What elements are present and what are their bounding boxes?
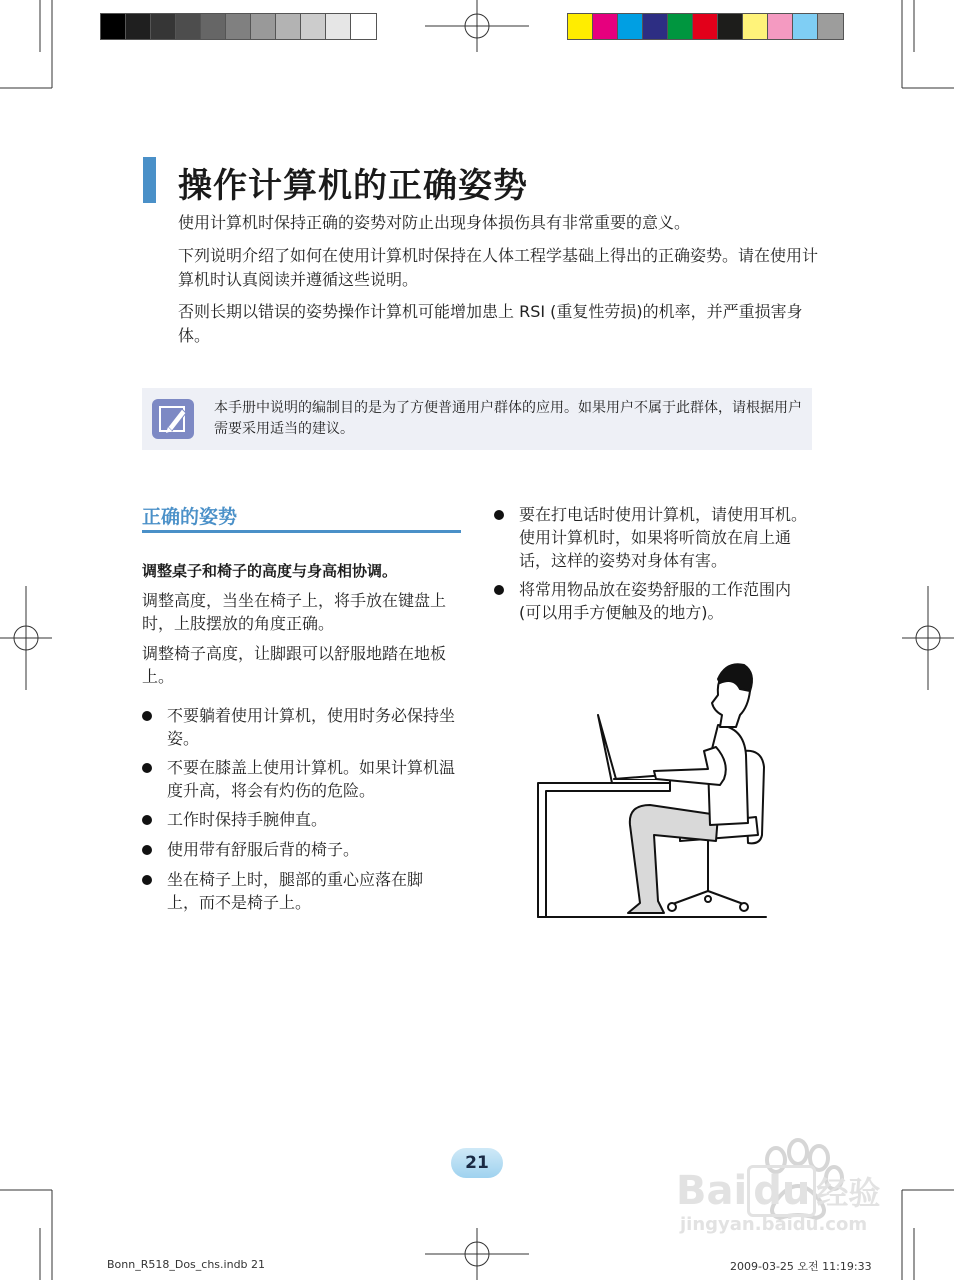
bullet-dot-icon [494,510,504,520]
bullet-dot-icon [142,763,152,773]
bullet-dot-icon [494,585,504,595]
bullet-text: 不要在膝盖上使用计算机。如果计算机温度升高，将会有灼伤的危险。 [167,758,456,800]
intro-paragraph-2: 下列说明介绍了如何在使用计算机时保持在人体工程学基础上得出的正确姿势。请在使用计算机时认真阅读并遵循这些说明。 [178,246,819,289]
body-paragraph: 调整椅子高度，让脚跟可以舒服地踏在地板上。 [142,644,447,686]
section-divider [142,530,461,533]
watermark-logo: Bai [676,1168,748,1214]
note-text: 本手册中说明的编制目的是为了方便普通用户群体的应用。如果用户不属于此群体，请根据用户需要采用适当的建议。 [214,400,802,437]
footer-timestamp: 2009-03-25 오전 11:19:33 [730,1260,872,1273]
seated-posture-illustration [530,655,775,920]
bullet-text: 将常用物品放在姿势舒服的工作范围内(可以用手方便触及的地方)。 [519,580,792,622]
bullet-dot-icon [142,845,152,855]
bullet-text: 要在打电话时使用计算机，请使用耳机。使用计算机时，如果将听筒放在肩上通话，这样的姿势对身体有害。 [519,505,808,570]
watermark-logo-box: du [747,1165,816,1217]
section-subtitle: 调整桌子和椅子的高度与身高相协调。 [142,562,398,580]
pencil-note-icon [152,399,194,439]
bullet-dot-icon [142,711,152,721]
section-title: 正确的姿势 [142,506,238,528]
note-box [142,388,812,450]
watermark-url: jingyan.baidu.com [680,1214,868,1235]
page-number: 21 [451,1148,503,1178]
body-paragraph: 调整高度，当坐在椅子上，将手放在键盘上时，上肢摆放的角度正确。 [142,591,447,633]
footer-file-info: Bonn_R518_Dos_chs.indb 21 [107,1258,266,1271]
page-title: 操作计算机的正确姿势 [178,166,528,206]
bullet-text: 工作时保持手腕伸直。 [167,810,328,829]
intro-paragraph-1: 使用计算机时保持正确的姿势对防止出现身体损伤具有非常重要的意义。 [178,213,691,232]
bullet-dot-icon [142,875,152,885]
intro-paragraph-3: 否则长期以错误的姿势操作计算机可能增加患上 RSI (重复性劳损)的机率，并严重损害身体。 [178,302,803,345]
bullet-text: 坐在椅子上时，腿部的重心应落在脚上，而不是椅子上。 [167,870,424,912]
bullet-dot-icon [142,815,152,825]
baidu-watermark [676,1138,906,1257]
bullet-text: 使用带有舒服后背的椅子。 [167,840,360,859]
watermark-logo-suffix: 经验 [816,1174,881,1212]
bullet-text: 不要躺着使用计算机，使用时务必保持坐姿。 [167,706,456,748]
title-accent-bar [143,157,156,203]
